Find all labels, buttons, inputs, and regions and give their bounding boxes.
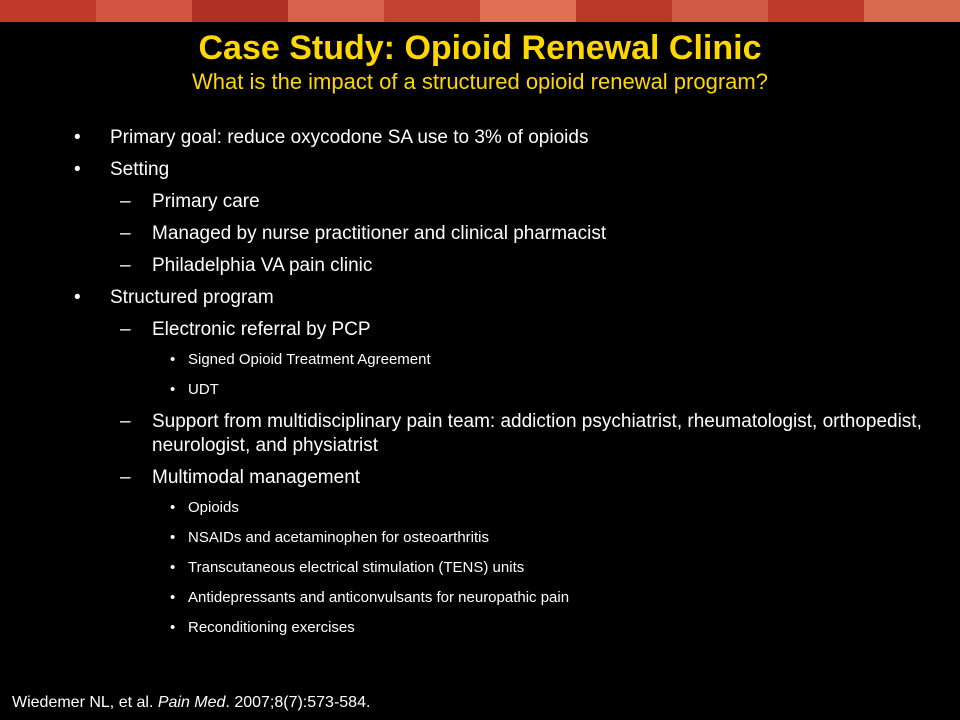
bullet-marker: • <box>170 381 176 398</box>
list-item-level-3 <box>170 618 928 638</box>
band-block <box>864 0 960 22</box>
bullet-list <box>68 122 928 648</box>
band-block <box>480 0 576 22</box>
dash-marker: – <box>120 223 131 244</box>
citation-details: . 2007;8(7):573-584. <box>225 694 371 711</box>
bullet-marker: • <box>170 351 176 368</box>
band-block <box>672 0 768 22</box>
dash-marker: – <box>120 255 131 276</box>
list-item-level-3 <box>170 498 928 518</box>
bullet-marker: • <box>170 499 176 516</box>
list-item-level-3 <box>170 558 928 578</box>
citation-authors: Wiedemer NL, et al. <box>12 694 158 711</box>
slide-title: Case Study: Opioid Renewal Clinic <box>198 29 762 67</box>
citation-journal: Pain Med <box>157 694 226 711</box>
list-item-text: Opioids <box>188 499 239 516</box>
slide-subtitle: What is the impact of a structured opioid renewal program? <box>192 69 768 94</box>
list-item-level-3 <box>170 380 928 400</box>
list-item-text: UDT <box>188 381 219 398</box>
band-block <box>288 0 384 22</box>
band-block <box>192 0 288 22</box>
title-area <box>0 28 960 96</box>
list-item-text: Transcutaneous electrical stimulation (TENS) units <box>188 559 525 576</box>
list-item-level-2 <box>120 254 928 278</box>
list-item-text: Primary goal: reduce oxycodone SA use to 3% of opioids <box>110 127 589 148</box>
list-item-level-1 <box>68 286 928 310</box>
list-item-level-2 <box>120 222 928 246</box>
list-item-level-3 <box>170 350 928 370</box>
list-item-text: Signed Opioid Treatment Agreement <box>188 351 431 368</box>
dash-marker: – <box>120 191 131 212</box>
list-item-text: Multimodal management <box>152 467 361 488</box>
list-item-text: Support from multidisciplinary pain team: addiction psychiatrist, rheumatologist, orthopedist, neurologist, and physiatrist <box>152 411 922 456</box>
bullet-marker: • <box>170 589 176 606</box>
list-item-level-2 <box>120 190 928 214</box>
list-item-text: Reconditioning exercises <box>188 619 355 636</box>
list-item-text: Electronic referral by PCP <box>152 319 371 340</box>
bullet-marker: • <box>74 159 81 180</box>
citation <box>12 694 370 712</box>
list-item-level-3 <box>170 528 928 548</box>
band-block <box>576 0 672 22</box>
list-item-level-1 <box>68 158 928 182</box>
list-item-text: Managed by nurse practitioner and clinical pharmacist <box>152 223 607 244</box>
band-block <box>0 0 96 22</box>
band-block <box>96 0 192 22</box>
bullet-marker: • <box>170 529 176 546</box>
dash-marker: – <box>120 319 131 340</box>
dash-marker: – <box>120 467 131 488</box>
list-item-text: Setting <box>110 159 170 180</box>
list-item-text: Structured program <box>110 287 274 308</box>
bullet-marker: • <box>74 127 81 148</box>
list-item-text: Antidepressants and anticonvulsants for neuropathic pain <box>188 589 570 606</box>
bullet-marker: • <box>170 619 176 636</box>
list-item-level-2 <box>120 466 928 490</box>
list-item-text: NSAIDs and acetaminophen for osteoarthritis <box>188 529 489 546</box>
bullet-marker: • <box>170 559 176 576</box>
bullet-marker: • <box>74 287 81 308</box>
decorative-top-band <box>0 0 960 22</box>
band-block <box>384 0 480 22</box>
list-item-level-3 <box>170 588 928 608</box>
list-item-text: Primary care <box>152 191 260 212</box>
list-item-text: Philadelphia VA pain clinic <box>152 255 373 276</box>
list-item-level-1 <box>68 126 928 150</box>
list-item-level-2 <box>120 318 928 342</box>
dash-marker: – <box>120 411 131 432</box>
band-block <box>768 0 864 22</box>
list-item-level-2 <box>120 410 928 458</box>
